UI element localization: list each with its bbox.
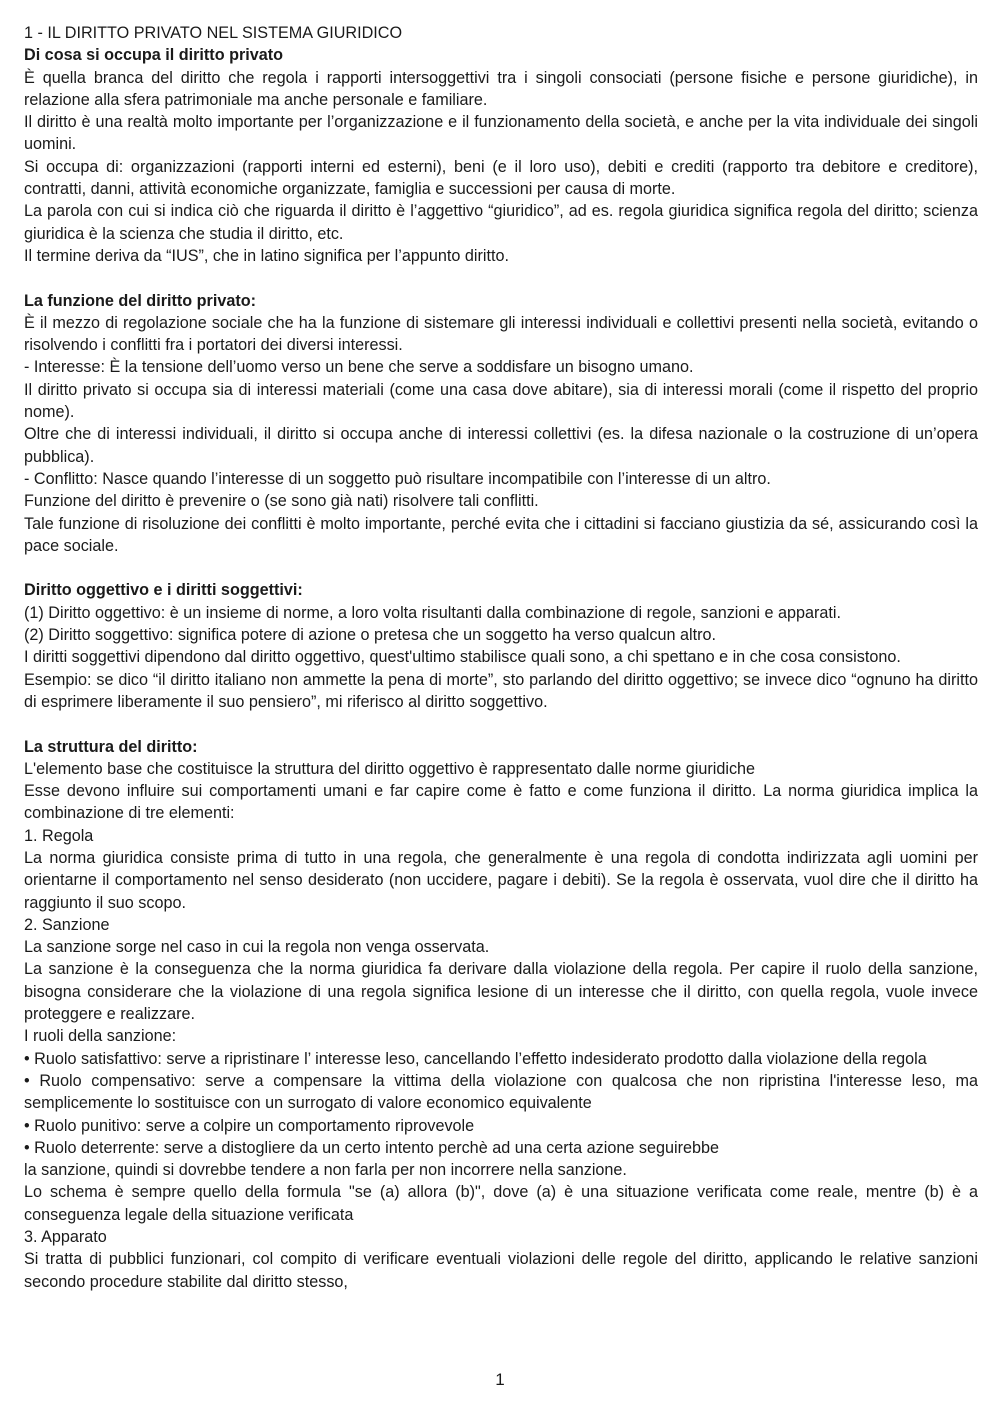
paragraph: È quella branca del diritto che regola i rapporti intersoggettivi tra i singoli consociati (persone fisiche e persone giuridiche), in relazione alla sfera patrimoniale ma anche personale e familiare. (24, 68, 978, 109)
list-heading-sanzione: 2. Sanzione (24, 915, 110, 934)
paragraph: Si tratta di pubblici funzionari, col compito di verificare eventuali violazioni delle regole del diritto, applicando le relative sanzioni secondo procedure stabilite dal diritto stesso, (24, 1250, 978, 1291)
list-heading-apparato: 3. Apparato (24, 1228, 107, 1247)
paragraph: La sanzione sorge nel caso in cui la regola non venga osservata. (24, 938, 490, 957)
section-heading-oggetto: Di cosa si occupa il diritto privato (24, 46, 284, 65)
paragraph: Lo schema è sempre quello della formula "se (a) allora (b)", dove (a) è una situazione verificata come reale, mentre (b) è a conseguenza legale della situazione verificata (24, 1183, 978, 1224)
paragraph: Il termine deriva da “IUS”, che in latino significa per l’appunto diritto. (24, 246, 509, 265)
bullet-item: • Ruolo punitivo: serve a colpire un comportamento riprovevole (24, 1116, 475, 1135)
section-spacer (24, 557, 978, 579)
section-heading-struttura: La struttura del diritto: (24, 737, 198, 756)
paragraph: L'elemento base che costituisce la struttura del diritto oggettivo è rappresentato dalle norme giuridiche (24, 759, 756, 778)
paragraph: Si occupa di: organizzazioni (rapporti interni ed esterni), beni (e il loro uso), debiti e crediti (rapporto tra debitore e creditore), contratti, danni, attività economiche organizzate, famiglia e successioni per causa di morte. (24, 157, 978, 199)
paragraph: I ruoli della sanzione: (24, 1027, 177, 1046)
section-heading-funzione: La funzione del diritto privato: (24, 291, 257, 310)
paragraph: (1) Diritto oggettivo: è un insieme di norme, a loro volta risultanti dalla combinazione di regole, sanzioni e apparati. (24, 603, 842, 622)
document-title: 1 - IL DIRITTO PRIVATO NEL SISTEMA GIURIDICO (24, 24, 403, 42)
paragraph: Oltre che di interessi individuali, il diritto si occupa anche di interessi collettivi (es. la difesa nazionale o la costruzione di un’opera pubblica). (24, 425, 978, 466)
paragraph: Esse devono influire sui comportamenti umani e far capire come è fatto e come funziona il diritto. La norma giuridica implica la combinazione di tre elementi: (24, 782, 978, 823)
section-spacer (24, 713, 978, 735)
paragraph: Funzione del diritto è prevenire o (se sono già nati) risolvere tali conflitti. (24, 492, 539, 511)
bullet-item: • Ruolo compensativo: serve a compensare la vittima della violazione con qualcosa che non ripristina l'interesse leso, ma semplicemente lo sostituisce con un surrogato di valore economico equivalente (24, 1071, 978, 1113)
paragraph: La parola con cui si indica ciò che riguarda il diritto è l’aggettivo “giuridico”, ad es. regola giuridica significa regola del diritto; scienza giuridica è la scienza che studia il diritto, etc. (24, 202, 978, 243)
bullet-item: • Ruolo satisfattivo: serve a ripristinare l’ interesse leso, cancellando l’effetto indesiderato prodotto dalla violazione della regola (24, 1049, 927, 1068)
paragraph: - Interesse: È la tensione dell’uomo verso un bene che serve a soddisfare un bisogno umano. (24, 358, 694, 377)
paragraph: Il diritto è una realtà molto importante per l’organizzazione e il funzionamento della società, e anche per la vita individuale dei singoli uomini. (24, 113, 978, 154)
section-spacer (24, 267, 978, 289)
list-heading-regola: 1. Regola (24, 826, 94, 845)
paragraph: (2) Diritto soggettivo: significa potere di azione o pretesa che un soggetto ha verso qualcun altro. (24, 626, 716, 645)
paragraph: La norma giuridica consiste prima di tutto in una regola, che generalmente è una regola di condotta indirizzata agli uomini per orientarne il comportamento nel senso desiderato (non uccidere, pagare i debiti). Se la regola è osservata, vuol dire che il diritto ha raggiunto il suo scopo. (24, 848, 978, 912)
section-heading-oggettivo-soggettivo: Diritto oggettivo e i diritti soggettivi: (24, 581, 303, 600)
paragraph: Il diritto privato si occupa sia di interessi materiali (come una casa dove abitare), sia di interessi morali (come il rispetto del proprio nome). (24, 380, 978, 422)
paragraph: la sanzione, quindi si dovrebbe tendere a non farla per non incorrere nella sanzione. (24, 1161, 627, 1180)
paragraph: Esempio: se dico “il diritto italiano non ammette la pena di morte”, sto parlando del diritto oggettivo; se invece dico “ognuno ha diritto di esprimere liberamente il suo pensiero”, mi riferisco al diritto soggettivo. (24, 670, 978, 711)
paragraph: - Conflitto: Nasce quando l’interesse di un soggetto può risultare incompatibile con l’interesse di un altro. (24, 469, 771, 488)
paragraph: È il mezzo di regolazione sociale che ha la funzione di sistemare gli interessi individuali e collettivi presenti nella società, evitando o risolvendo i conflitti fra i portatori dei diversi interessi. (24, 313, 978, 355)
paragraph: La sanzione è la conseguenza che la norma giuridica fa derivare dalla violazione della regola. Per capire il ruolo della sanzione, bisogna considerare che la violazione di una regola significa lesione di un interesse che il diritto, con quella regola, vuole invece proteggere e realizzare. (24, 960, 978, 1024)
page-number: 1 (495, 1370, 505, 1389)
paragraph: Tale funzione di risoluzione dei conflitti è molto importante, perché evita che i cittadini si facciano giustizia da sé, assicurando così la pace sociale. (24, 514, 978, 555)
paragraph: I diritti soggettivi dipendono dal diritto oggettivo, quest'ultimo stabilisce quali sono, a chi spettano e in che cosa consistono. (24, 648, 901, 667)
bullet-item: • Ruolo deterrente: serve a distogliere da un certo intento perchè ad una certa azione seguirebbe (24, 1138, 719, 1157)
document-page (24, 22, 978, 1293)
